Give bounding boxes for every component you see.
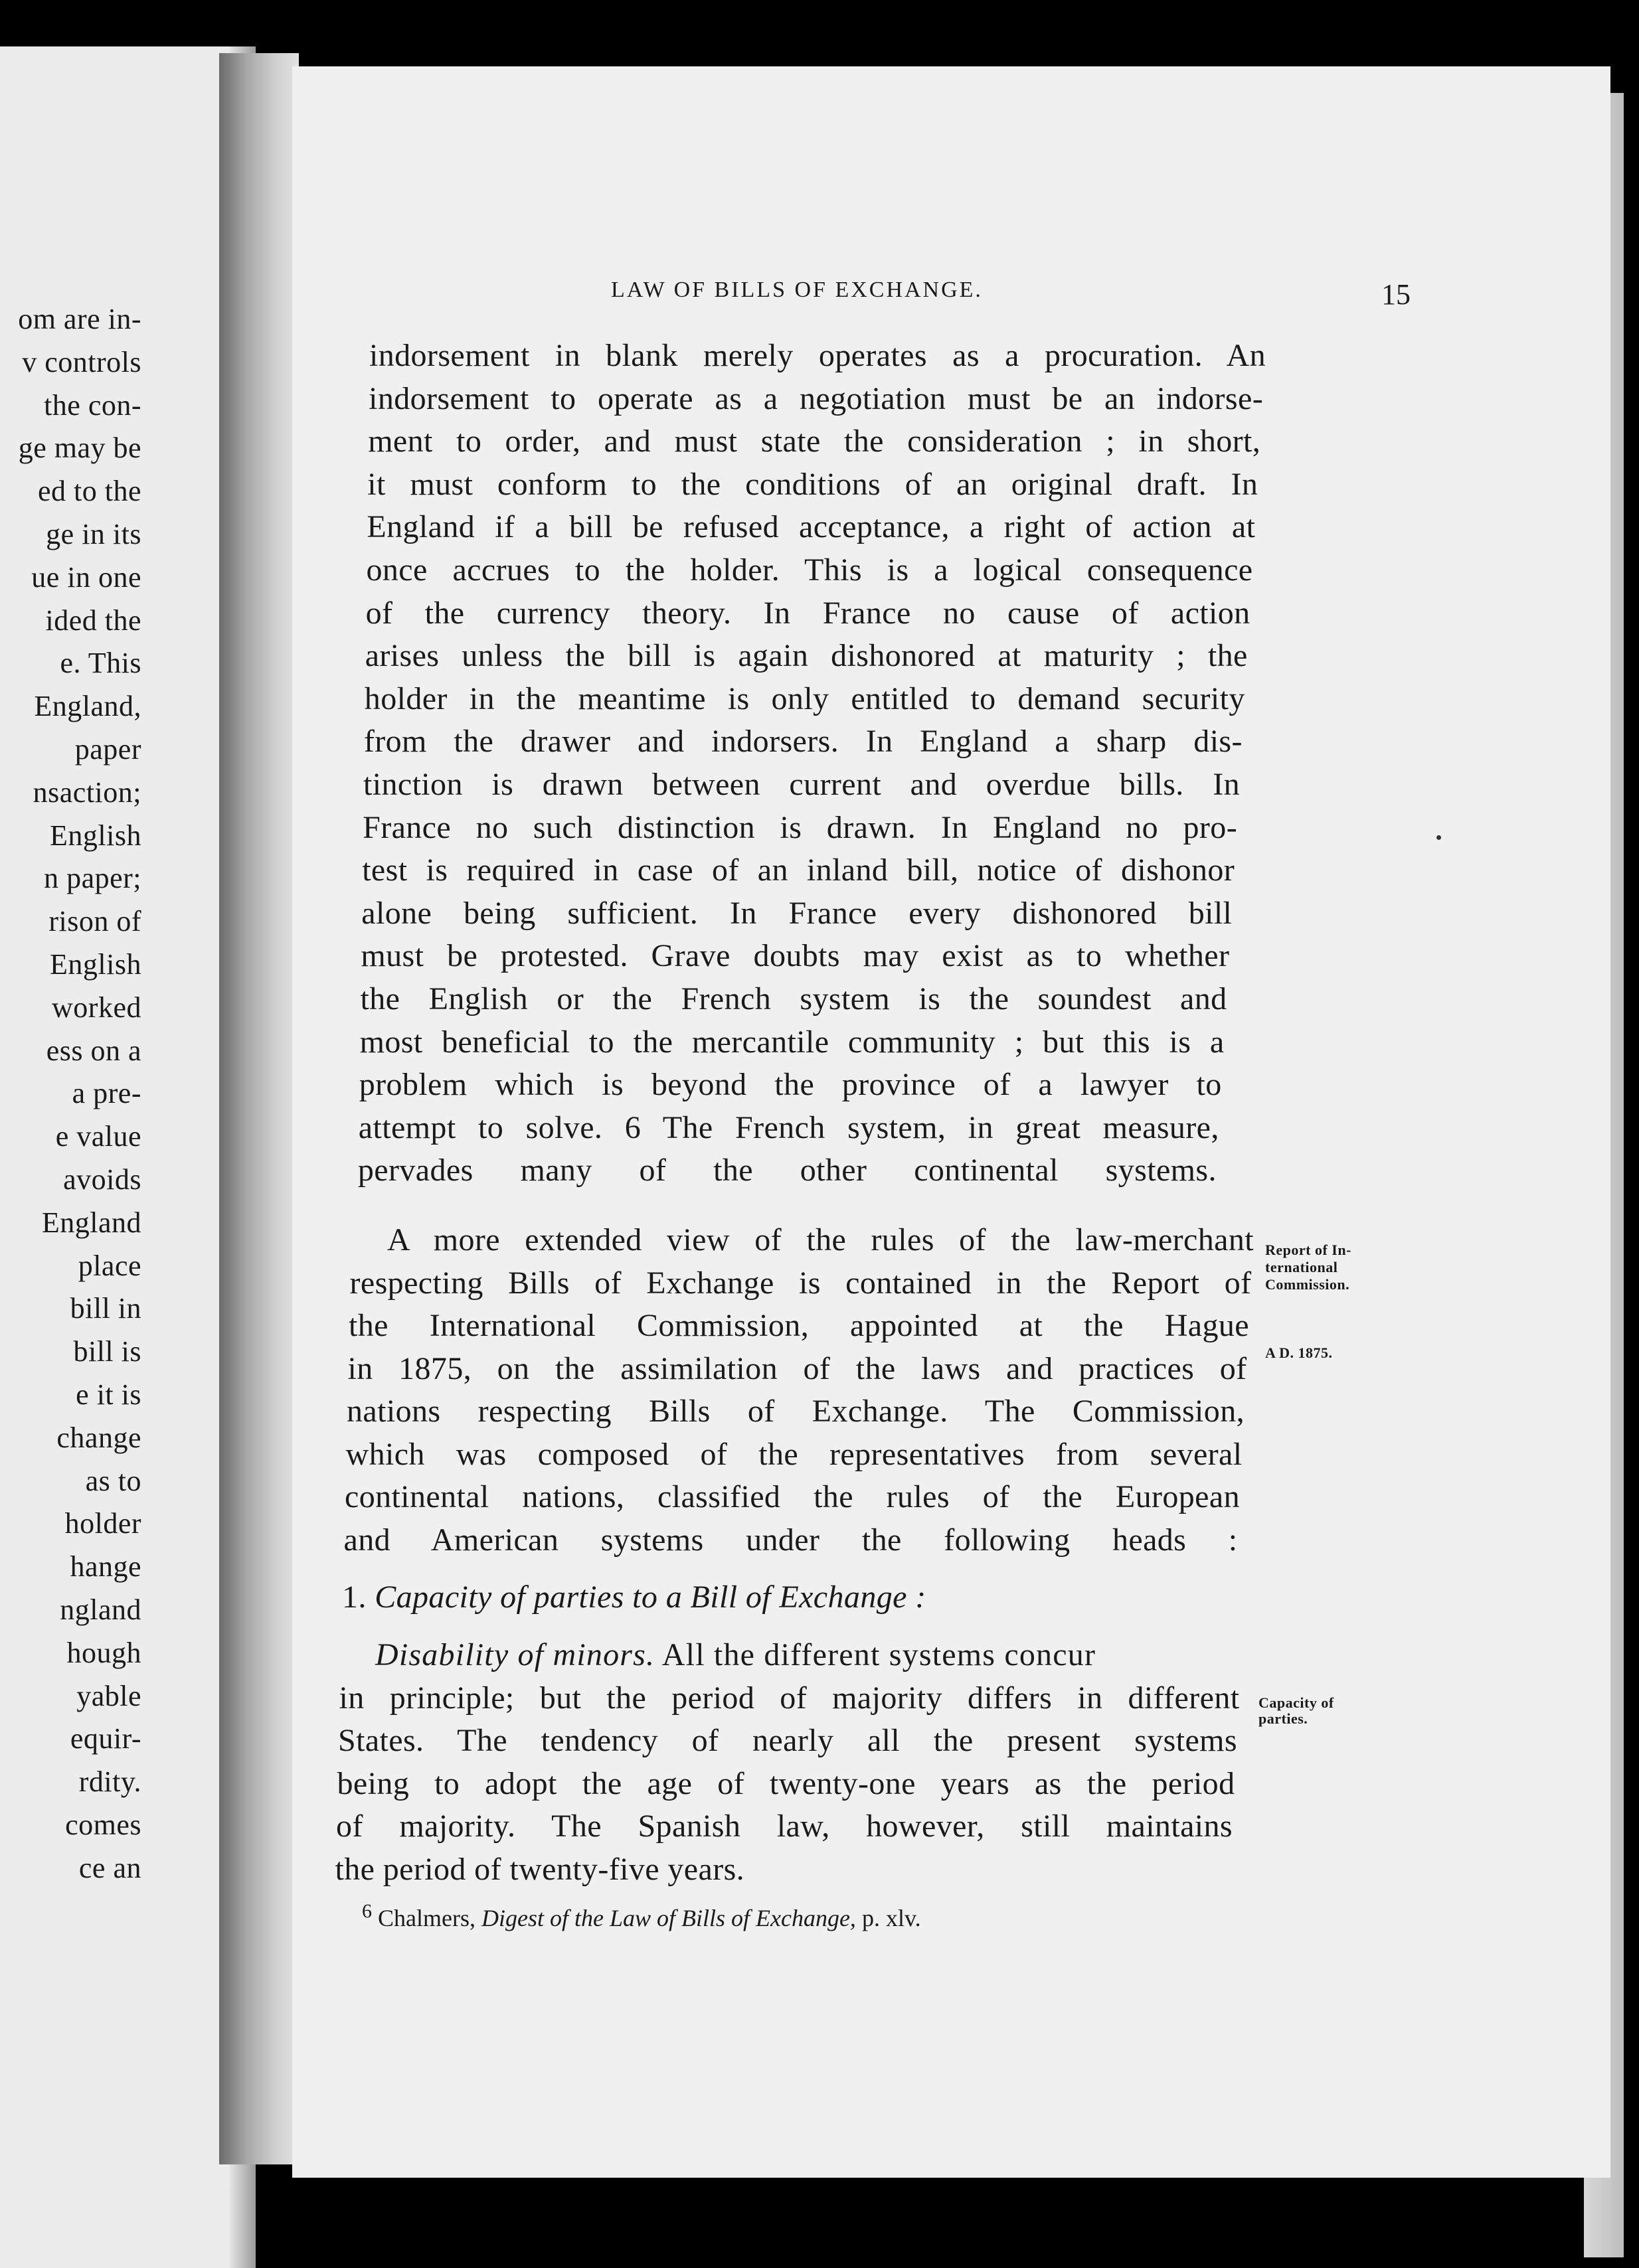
paragraph-1-line: most beneficial to the mercantile community ; but this is a (359, 1024, 1225, 1060)
facing-page-line: ngland (60, 1593, 141, 1626)
paragraph-1-line: the English or the French system is the soundest and (360, 981, 1227, 1016)
facing-page-line: n paper; (44, 862, 141, 895)
facing-page-line: as to (85, 1464, 141, 1497)
section-number: 1. (342, 1580, 367, 1615)
sidenote-report-line: ternational (1265, 1259, 1338, 1275)
facing-page-line: nsaction; (33, 775, 141, 809)
page-number: 15 (1381, 278, 1411, 311)
facing-page-line: place (78, 1249, 141, 1282)
running-head: LAW OF BILLS OF EXCHANGE. (611, 278, 983, 302)
paragraph-1-line: once accrues to the holder. This is a logical consequence (366, 552, 1253, 588)
paragraph-1-line: it must conform to the conditions of an original draft. In (367, 466, 1258, 502)
paragraph-1-line: test is required in case of an inland bill, notice of dishonor (362, 852, 1235, 888)
facing-page-line: holder (64, 1507, 141, 1540)
paragraph-1-line: of the currency theory. In France no cause of action (365, 595, 1251, 631)
sidenote-capacity-line: parties. (1258, 1710, 1308, 1727)
footnote-marker: 6 (362, 1900, 372, 1922)
facing-page-line: e. This (60, 647, 141, 680)
footnote (362, 1900, 921, 1932)
facing-page-line: rison of (48, 905, 141, 938)
paragraph-3-line: States. The tendency of nearly all the present systems (338, 1723, 1237, 1758)
facing-page-line: bill in (70, 1292, 141, 1325)
paragraph-1-line: must be protested. Grave doubts may exist as to whether (361, 938, 1230, 974)
paragraph-1-line: holder in the meantime is only entitled to demand security (364, 681, 1245, 716)
facing-page-line: ed to the (37, 475, 141, 508)
section-heading-line (342, 1579, 926, 1615)
footnote-title: Digest of the Law of Bills of Exchange, (481, 1905, 856, 1931)
paragraph-1-line: attempt to solve. 6 The French system, in great measure, (358, 1109, 1219, 1145)
paragraph-3-lead: Disability of minors. (375, 1637, 655, 1672)
paragraph-1-line: alone being sufficient. In France every dishonored bill (361, 895, 1233, 931)
paragraph-1-line: ment to order, and must state the consideration ; in short, (368, 424, 1261, 459)
paragraph-2-line: nations respecting Bills of Exchange. The Commission, (347, 1394, 1245, 1429)
facing-page-line: om are in- (18, 303, 141, 335)
facing-page-line: e value (55, 1120, 141, 1153)
facing-page-line: paper (74, 733, 141, 766)
paragraph-1-line: arises unless the bill is again dishonored at maturity ; the (365, 638, 1248, 674)
facing-page-line: bill is (73, 1335, 141, 1368)
facing-page-line: England, (34, 690, 141, 723)
footnote-author: Chalmers, (378, 1905, 475, 1931)
paragraph-1-line: indorsement to operate as a negotiation must be an indorse- (369, 380, 1264, 416)
facing-page-line: ce an (78, 1851, 141, 1884)
facing-page-line: equir- (70, 1722, 141, 1755)
gutter-shadow (219, 53, 299, 2164)
sidenote-report-line: Report of In- (1265, 1242, 1351, 1258)
facing-page-line: English (50, 948, 141, 981)
ink-speck (1436, 835, 1441, 840)
paragraph-3-line: the period of twenty-five years. (335, 1851, 745, 1887)
paragraph-1-line: pervades many of the other continental systems. (357, 1153, 1217, 1188)
paragraph-3-line: in principle; but the period of majority differs in different (339, 1680, 1240, 1716)
facing-page-line: change (56, 1421, 141, 1454)
paragraph-3-first-line (375, 1637, 1096, 1673)
paragraph-1-line: from the drawer and indorsers. In England a sharp dis- (363, 724, 1243, 760)
facing-page-line: e it is (76, 1378, 141, 1411)
paragraph-2-line: continental nations, classified the rules of the European (345, 1479, 1240, 1514)
paragraph-3-line: being to adopt the age of twenty-one years as the period (337, 1765, 1235, 1801)
paragraph-3-line-0: All the different systems concur (661, 1637, 1096, 1672)
paragraph-1-line: France no such distinction is drawn. In England no pro- (363, 809, 1238, 845)
facing-page (0, 46, 256, 2268)
facing-page-line: worked (52, 991, 141, 1024)
paragraph-1-line: problem which is beyond the province of a lawyer to (359, 1067, 1222, 1103)
paragraph-1-line: tinction is drawn between current and overdue bills. In (363, 767, 1240, 802)
facing-page-line: England (41, 1206, 141, 1239)
paragraph-2-line: respecting Bills of Exchange is contained in the Report of (349, 1265, 1252, 1301)
facing-page-line: hange (70, 1550, 141, 1583)
paragraph-2-line: in 1875, on the assimilation of the laws and practices of (347, 1350, 1247, 1386)
sidenote-report-line: Commission. (1265, 1276, 1350, 1293)
paragraph-1-line: indorsement in blank merely operates as a procuration. An (369, 338, 1266, 373)
facing-page-line: v controls (22, 345, 141, 378)
facing-page-line: rdity. (78, 1765, 141, 1799)
paragraph-2-line: A more extended view of the rules of the law-merchant (387, 1222, 1254, 1257)
paragraph-2-line: the International Commission, appointed at the Hague (349, 1308, 1249, 1343)
section-heading: Capacity of parties to a Bill of Exchange : (375, 1580, 926, 1615)
footnote-page: p. xlv. (861, 1905, 921, 1931)
facing-page-line: ue in one (31, 560, 141, 594)
facing-page-line: yable (76, 1679, 141, 1712)
paragraph-2-line: which was composed of the representatives from several (345, 1436, 1243, 1472)
facing-page-line: the con- (44, 388, 141, 422)
sidenote-date: A D. 1875. (1265, 1344, 1333, 1361)
paragraph-1-line: England if a bill be refused acceptance, a right of action at (367, 509, 1256, 545)
facing-page-line: a pre- (72, 1077, 141, 1110)
facing-page-line: ess on a (46, 1034, 141, 1067)
paragraph-2-line: and American systems under the following heads : (343, 1522, 1238, 1558)
facing-page-line: ge in its (46, 518, 141, 550)
facing-page-line: avoids (63, 1163, 141, 1196)
facing-page-line: ided the (45, 604, 141, 637)
facing-page-line: English (50, 819, 141, 852)
facing-page-line: ge may be (18, 432, 141, 465)
paragraph-3-line: of majority. The Spanish law, however, still maintains (336, 1809, 1233, 1844)
facing-page-line: hough (66, 1636, 141, 1669)
facing-page-line: comes (65, 1809, 141, 1841)
sidenote-capacity-line: Capacity of (1258, 1694, 1334, 1711)
